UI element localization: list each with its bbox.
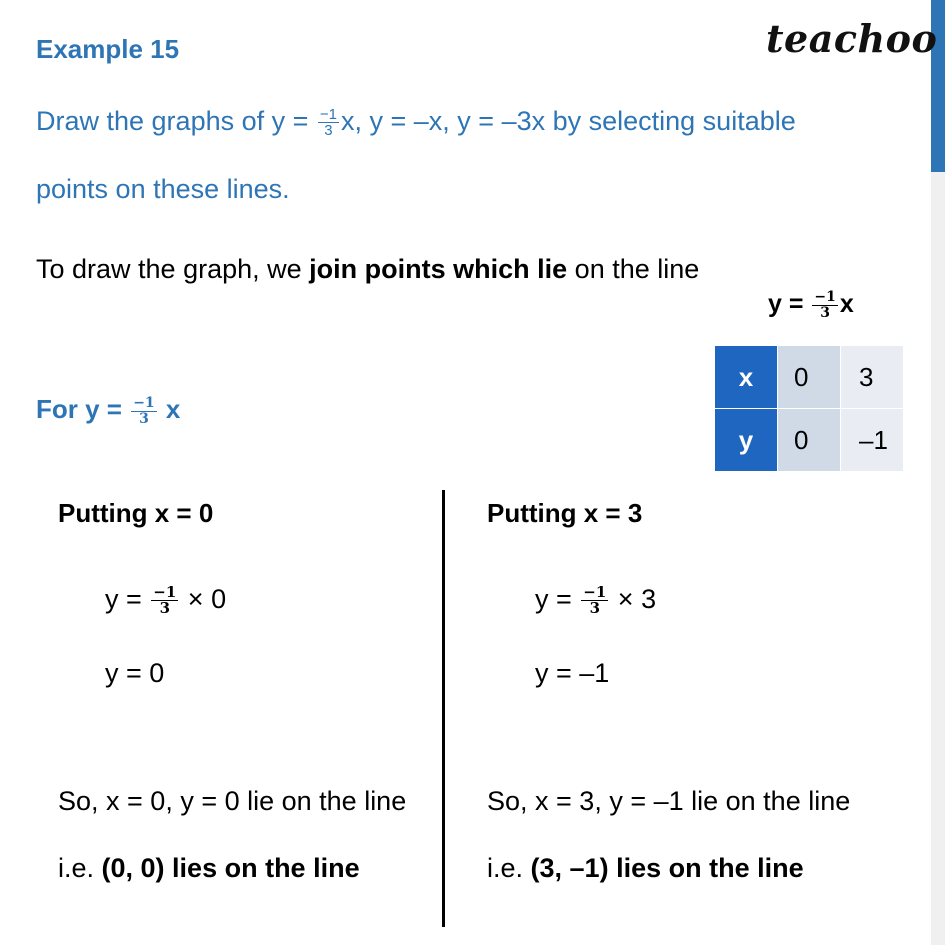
question-text-b: x, y = –x, y = –3x by selecting suitable: [341, 106, 796, 136]
cell-x-1: 0: [778, 346, 841, 409]
for-line-pre: For y =: [36, 394, 130, 424]
table-title-pre: y =: [768, 290, 811, 318]
for-line-post: x: [158, 394, 181, 424]
fraction-numerator: −1: [153, 582, 177, 601]
question-text-a: Draw the graphs of y =: [36, 106, 316, 136]
intro-line: [36, 254, 699, 285]
question-line-2: points on these lines.: [36, 174, 290, 204]
xy-table: [714, 345, 904, 472]
right-eq-post: × 3: [610, 584, 657, 614]
table-title: [768, 290, 854, 321]
fraction-numerator: −1: [319, 105, 337, 123]
column-divider: [442, 490, 445, 927]
fraction-numerator: −1: [133, 394, 155, 411]
fraction-denominator: 3: [324, 122, 333, 140]
right-conclusion: So, x = 3, y = –1 lie on the line: [487, 786, 851, 816]
right-eq-fraction: [581, 582, 608, 618]
intro-text-a: To draw the graph, we: [36, 254, 310, 284]
cell-y-1: 0: [778, 409, 841, 472]
left-putting: Putting x = 0: [58, 498, 214, 528]
left-eq-fraction: [151, 582, 178, 618]
fraction-denominator: 3: [159, 599, 170, 618]
left-result-pre: i.e.: [58, 853, 102, 883]
table-row-y: [715, 409, 904, 472]
teachoo-logo: teachoo: [766, 16, 938, 61]
fraction-denominator: 3: [139, 410, 149, 427]
right-eq-pre: y =: [535, 584, 580, 614]
left-result-bold: (0, 0) lies on the line: [101, 853, 360, 883]
question-fraction: [318, 107, 339, 140]
right-result-pre: i.e.: [487, 853, 531, 883]
fraction-numerator: −1: [583, 582, 607, 601]
left-result: [58, 853, 360, 884]
cell-x-2: 3: [841, 346, 904, 409]
intro-text-b: on the line: [567, 254, 700, 284]
fraction-denominator: 3: [820, 304, 831, 321]
left-conclusion: So, x = 0, y = 0 lie on the line: [58, 786, 407, 816]
left-equation-1: [105, 584, 226, 617]
fraction-denominator: 3: [589, 599, 600, 618]
left-eq-pre: y =: [105, 584, 150, 614]
left-equation-2: y = 0: [105, 658, 165, 688]
question-line-1: [36, 106, 796, 139]
right-result-bold: (3, –1) lies on the line: [530, 853, 804, 883]
for-line-fraction: [131, 396, 156, 426]
row-header-y: y: [715, 409, 778, 472]
table-title-post: x: [839, 290, 854, 318]
row-header-x: x: [715, 346, 778, 409]
right-equation-2: y = –1: [535, 658, 610, 688]
table-title-fraction: [812, 290, 837, 320]
cell-y-2: –1: [841, 409, 904, 472]
fraction-numerator: −1: [814, 289, 836, 306]
intro-bold: join points which lie: [309, 254, 568, 284]
left-eq-post: × 0: [180, 584, 227, 614]
right-result: [487, 853, 804, 884]
right-putting: Putting x = 3: [487, 498, 643, 528]
for-line: [36, 394, 180, 426]
right-equation-1: [535, 584, 656, 617]
example-heading: Example 15: [36, 34, 180, 64]
table-row-x: [715, 346, 904, 409]
